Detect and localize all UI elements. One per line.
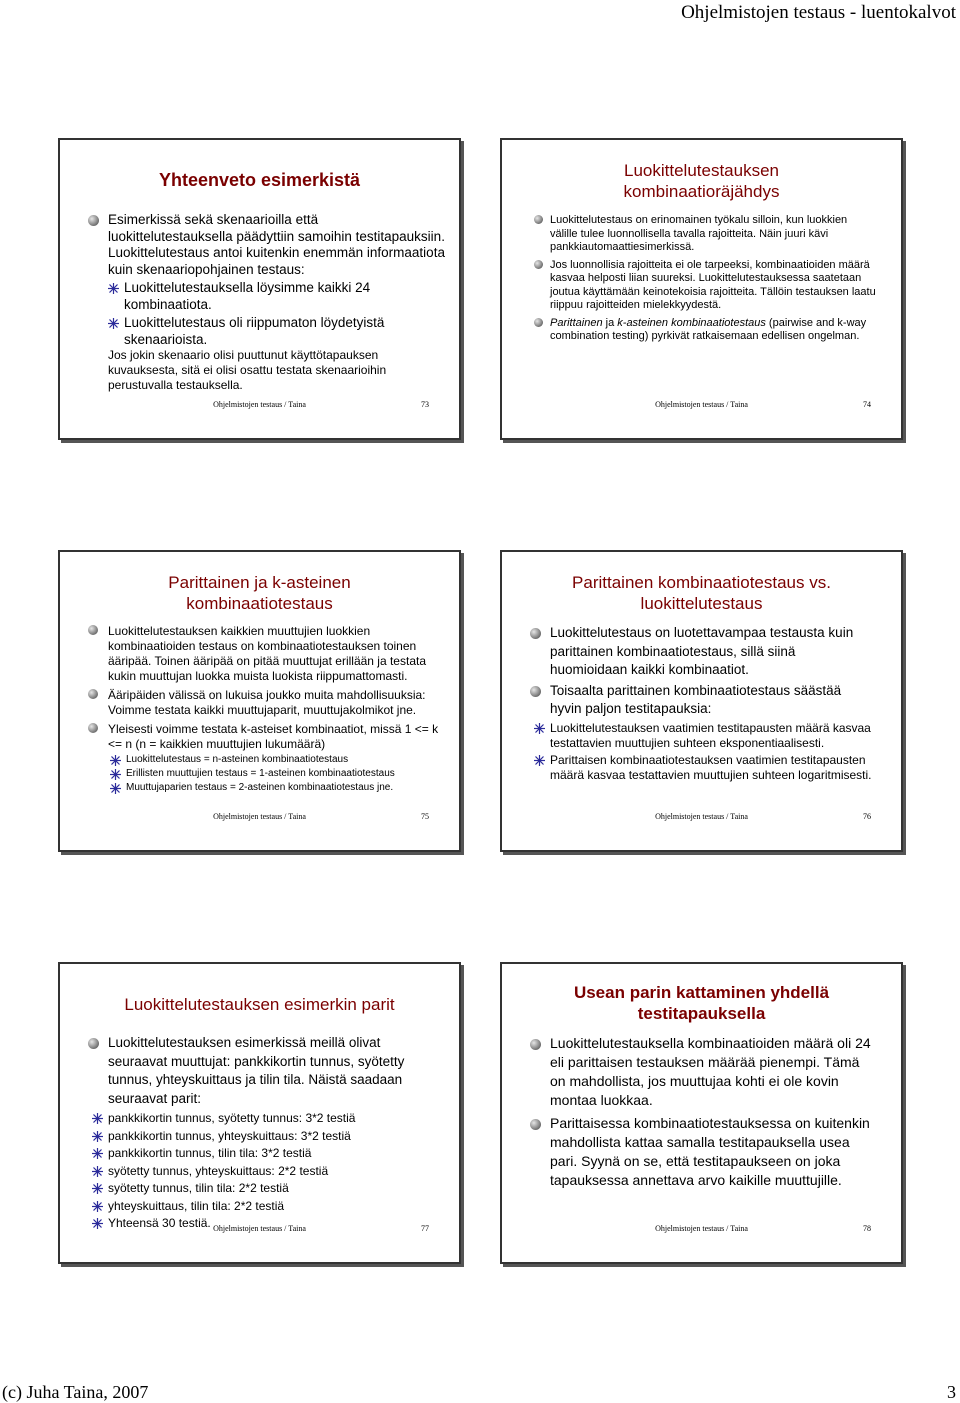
bullet-icon	[88, 689, 98, 699]
slide-body	[530, 1034, 871, 1190]
bullet-icon	[88, 1038, 99, 1049]
slide-title: Yhteenveto esimerkistä	[158, 170, 361, 190]
page-footer-copyright: (c) Juha Taina, 2007	[2, 1382, 149, 1402]
slide-number: 76	[863, 812, 871, 821]
star-bullet-icon	[92, 1166, 103, 1177]
slide-number: 74	[863, 400, 871, 409]
bullet-item: Jos luonnollisia rajoitteita ei ole tarpeeksi, kombinaatioiden määrä kasvaa helposti liian suureksi. Luokittelutestauksessa saatetaan joutua käyttämään keinotekoisia rajoitteita. Tällöin testauksen laatu riippuu rajoitteiden mielekkyydestä.	[530, 259, 877, 313]
bullet-icon	[534, 318, 543, 327]
bullet-icon	[88, 215, 99, 226]
sub-bullet-item: syötetty tunnus, tilin tila: 2*2 testiä	[92, 1180, 435, 1198]
slide-title: Luokittelutestauksen kombinaatioräjähdys	[623, 161, 780, 201]
sub-bullet-item: pankkikortin tunnus, tilin tila: 3*2 testiä	[92, 1145, 435, 1163]
star-bullet-icon	[534, 723, 545, 734]
star-bullet-icon	[110, 783, 121, 794]
slide-title: Usean parin kattaminen yhdellä testitapauksella	[573, 983, 830, 1023]
bullet-item: Luokittelutestauksella kombinaatioiden määrä oli 24 eli parittaisen testauksen määrää pienempi. Tämä on mahdollista, jos muuttujaa kohti ei ole kovin montaa luokkaa.	[530, 1034, 871, 1110]
bullet-icon	[88, 625, 98, 635]
bullet-item: Luokittelutestauksen esimerkissä meillä olivat seuraavat muuttujat: pankkikortin tunnus, syötetty tunnus, yhteyskuittaus ja tilin tila. Näistä saadaan seuraavat parit:	[88, 1034, 435, 1108]
bullet-icon	[530, 686, 541, 697]
bullet-item: Luokittelutestaus on luotettavampaa testausta kuin parittainen kombinaatiotestaus, sillä siinä huomioidaan kaikki kombinaatiot.	[530, 624, 875, 680]
sub-bullet-item: Luokittelutestaus = n-asteinen kombinaatiotestaus	[110, 754, 445, 766]
slide-74	[500, 138, 903, 440]
slide-footer: Ohjelmistojen testaus / Taina 74	[655, 400, 871, 409]
star-bullet-icon	[108, 318, 119, 329]
star-bullet-icon	[92, 1201, 103, 1212]
slide-body	[530, 624, 875, 783]
bullet-item: Yleisesti voimme testata k-asteiset kombinaatiot, missä 1 <= k <= n (n = kaikkien muuttujien lukumäärä)	[88, 722, 445, 752]
bullet-item: Ääripäiden välissä on lukuisa joukko muita mahdollisuuksia: Voimme testata kaikki muuttujaparit, muuttujakolmikot jne.	[88, 688, 445, 718]
bullet-icon	[530, 628, 541, 639]
slide-77	[58, 962, 461, 1264]
slide-title: Luokittelutestauksen esimerkin parit	[124, 995, 395, 1014]
sub-bullet-item: pankkikortin tunnus, yhteyskuittaus: 3*2 testiä	[92, 1128, 435, 1146]
slide-footer: Ohjelmistojen testaus / Taina 77	[213, 1224, 429, 1233]
bullet-item: Parittainen ja k-asteinen kombinaatiotestaus (pairwise and k-way combination testing) pyrkivät ratkaisemaan edellisen ongelman.	[530, 317, 877, 344]
star-bullet-icon	[92, 1148, 103, 1159]
sub-bullet-item: syötetty tunnus, yhteyskuittaus: 2*2 testiä	[92, 1163, 435, 1181]
slide-body	[88, 1034, 435, 1233]
sub-bullet-item: Parittaisen kombinaatiotestauksen vaatimien testitapausten määrä kasvaa testattavien muuttujien suhteen logaritmisesti.	[534, 753, 875, 783]
slide-title: Parittainen ja k-asteinen kombinaatiotestaus	[168, 573, 351, 613]
bullet-item: Esimerkissä sekä skenaarioilla että luokittelutestauksella päädyttiin samoihin testitapauksiin. Luokittelutestaus antoi kuitenkin enemmän informaatiota kuin skenaariopohjainen testaus:	[88, 212, 445, 278]
sub-bullet-item: Luokittelutestaus oli riippumaton löydetyistä skenaarioista.	[108, 315, 445, 348]
bullet-icon	[534, 215, 543, 224]
slide-body	[530, 214, 877, 344]
slide-footer: Ohjelmistojen testaus / Taina 73	[213, 400, 429, 409]
document-header-title: Ohjelmistojen testaus - luentokalvot	[681, 2, 956, 23]
bullet-item: Luokittelutestaus on erinomainen työkalu silloin, kun luokkien välille tulee luonnollisella tavalla rajoitteita. Näin juuri kävi pankkiautomaattiesimerkissä.	[530, 214, 877, 255]
slide-number: 73	[421, 400, 429, 409]
bullet-item: Toisaalta parittainen kombinaatiotestaus säästää hyvin paljon testitapauksia:	[530, 682, 875, 719]
star-bullet-icon	[92, 1183, 103, 1194]
bullet-item: Luokittelutestauksen kaikkien muuttujien luokkien kombinaatioiden testaus on kombinaatiotestauksen toinen ääripää. Toinen ääripää on pitää muuttujat erillään ja testata kukin muuttujan luokka muista luokista riippumattomasti.	[88, 624, 445, 684]
star-bullet-icon	[110, 755, 121, 766]
star-bullet-icon	[110, 769, 121, 780]
sub-bullet-item: Luokittelutestauksella löysimme kaikki 24 kombinaatiota.	[108, 280, 445, 313]
bullet-icon	[88, 723, 98, 733]
slide-number: 78	[863, 1224, 871, 1233]
sub-bullet-continuation: Jos jokin skenaario olisi puuttunut käyttötapauksen kuvauksesta, sitä ei olisi osattu testata skenaarioihin perustuvalla testauksella.	[108, 348, 387, 392]
star-bullet-icon	[92, 1131, 103, 1142]
page-number: 3	[947, 1382, 956, 1402]
slide-footer: Ohjelmistojen testaus / Taina 75	[213, 812, 429, 821]
sub-bullet-item: pankkikortin tunnus, syötetty tunnus: 3*2 testiä	[92, 1110, 435, 1128]
slide-body	[88, 212, 445, 393]
bullet-icon	[530, 1119, 541, 1130]
bullet-item: Parittaisessa kombinaatiotestauksessa on kuitenkin mahdollista kattaa samalla testitapauksella usea pari. Syynä on se, että testitapaukseen on joka tapauksessa annettava arvo kaikille muuttujille.	[530, 1114, 871, 1190]
sub-bullet-item: Erillisten muuttujien testaus = 1-asteinen kombinaatiotestaus	[110, 768, 445, 780]
sub-bullet-item: Luokittelutestauksen vaatimien testitapausten määrä kasvaa testattavien muuttujien suhteen eksponentiaalisesti.	[534, 721, 875, 751]
slide-body	[88, 624, 445, 794]
slide-number: 77	[421, 1224, 429, 1233]
star-bullet-icon	[534, 755, 545, 766]
sub-bullet-item: Muuttujaparien testaus = 2-asteinen kombinaatiotestaus jne.	[110, 782, 445, 794]
slide-title: Parittainen kombinaatiotestaus vs. luokittelutestaus	[572, 573, 831, 613]
sub-bullet-item: Yhteensä 30 testiä.	[92, 1215, 435, 1233]
slide-footer: Ohjelmistojen testaus / Taina 78	[655, 1224, 871, 1233]
slide-78	[500, 962, 903, 1264]
bullet-icon	[534, 260, 543, 269]
star-bullet-icon	[108, 283, 119, 294]
bullet-icon	[530, 1039, 541, 1050]
star-bullet-icon	[92, 1113, 103, 1124]
slide-footer: Ohjelmistojen testaus / Taina 76	[655, 812, 871, 821]
slide-75	[58, 550, 461, 852]
slide-number: 75	[421, 812, 429, 821]
slide-76	[500, 550, 903, 852]
slide-73	[58, 138, 461, 440]
sub-bullet-item: yhteyskuittaus, tilin tila: 2*2 testiä	[92, 1198, 435, 1216]
